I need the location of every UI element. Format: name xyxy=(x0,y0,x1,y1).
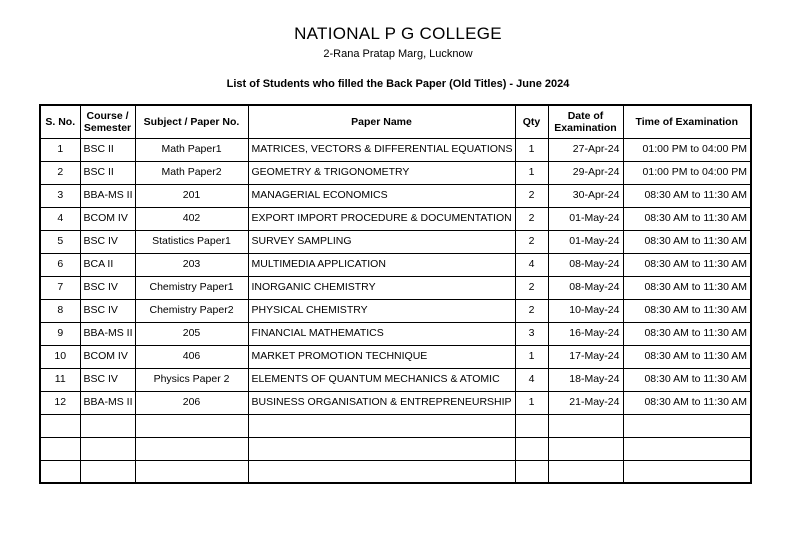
table-cell xyxy=(515,414,548,437)
table-cell: 1 xyxy=(515,138,548,161)
table-cell: 2 xyxy=(515,299,548,322)
table-cell: 4 xyxy=(515,368,548,391)
table-cell: BBA-MS II xyxy=(80,391,135,414)
table-cell: 08:30 AM to 11:30 AM xyxy=(623,368,751,391)
table-cell: 08:30 AM to 11:30 AM xyxy=(623,230,751,253)
table-cell: 1 xyxy=(40,138,80,161)
table-cell: 18-May-24 xyxy=(548,368,623,391)
table-row xyxy=(40,138,751,161)
table-cell: MARKET PROMOTION TECHNIQUE xyxy=(248,345,515,368)
table-row xyxy=(40,230,751,253)
table-cell xyxy=(40,414,80,437)
table-cell: INORGANIC CHEMISTRY xyxy=(248,276,515,299)
table-cell: Chemistry Paper2 xyxy=(135,299,248,322)
table-cell: 08:30 AM to 11:30 AM xyxy=(623,207,751,230)
table-row xyxy=(40,207,751,230)
table-cell: 206 xyxy=(135,391,248,414)
table-cell: 1 xyxy=(515,345,548,368)
table-cell: 402 xyxy=(135,207,248,230)
table-cell xyxy=(135,460,248,483)
table-cell xyxy=(248,460,515,483)
college-name: NATIONAL P G COLLEGE xyxy=(294,24,502,43)
table-cell: BBA-MS II xyxy=(80,184,135,207)
document-header xyxy=(0,24,796,60)
table-cell: 8 xyxy=(40,299,80,322)
table-cell: 3 xyxy=(40,184,80,207)
table-cell: 2 xyxy=(515,184,548,207)
table-cell xyxy=(515,437,548,460)
table-cell: 08:30 AM to 11:30 AM xyxy=(623,253,751,276)
table-body xyxy=(40,138,751,483)
table-cell xyxy=(248,437,515,460)
table-cell xyxy=(548,460,623,483)
table-cell: 01:00 PM to 04:00 PM xyxy=(623,138,751,161)
back-paper-table xyxy=(39,104,752,484)
table-cell: BCA II xyxy=(80,253,135,276)
table-header xyxy=(40,105,751,138)
header-date-of-examination: Date of Examination xyxy=(548,105,623,138)
college-address: 2-Rana Pratap Marg, Lucknow xyxy=(323,48,473,60)
header-qty: Qty xyxy=(515,105,548,138)
table-cell: 205 xyxy=(135,322,248,345)
table-row xyxy=(40,161,751,184)
header-sno: S. No. xyxy=(40,105,80,138)
table-cell: 21-May-24 xyxy=(548,391,623,414)
table-cell: BSC IV xyxy=(80,299,135,322)
table-cell xyxy=(135,414,248,437)
table-cell: 08-May-24 xyxy=(548,276,623,299)
header-row xyxy=(40,105,751,138)
table-cell: Physics Paper 2 xyxy=(135,368,248,391)
table-cell: MANAGERIAL ECONOMICS xyxy=(248,184,515,207)
table-cell: SURVEY SAMPLING xyxy=(248,230,515,253)
empty-table-row xyxy=(40,437,751,460)
table-cell: 12 xyxy=(40,391,80,414)
table-cell: BBA-MS II xyxy=(80,322,135,345)
table-cell: BSC II xyxy=(80,161,135,184)
table-cell: 08:30 AM to 11:30 AM xyxy=(623,391,751,414)
table-cell: BSC IV xyxy=(80,368,135,391)
table-cell: PHYSICAL CHEMISTRY xyxy=(248,299,515,322)
table-cell: 01:00 PM to 04:00 PM xyxy=(623,161,751,184)
table-cell xyxy=(80,460,135,483)
table-cell xyxy=(515,460,548,483)
table-cell: Chemistry Paper1 xyxy=(135,276,248,299)
table-cell: 5 xyxy=(40,230,80,253)
table-cell: EXPORT IMPORT PROCEDURE & DOCUMENTATION xyxy=(248,207,515,230)
table-cell: 2 xyxy=(515,230,548,253)
table-cell: Math Paper1 xyxy=(135,138,248,161)
table-cell: 1 xyxy=(515,391,548,414)
table-cell: 10-May-24 xyxy=(548,299,623,322)
list-title: List of Students who filled the Back Paper (Old Titles) - June 2024 xyxy=(226,78,570,90)
table-cell: 11 xyxy=(40,368,80,391)
table-cell: 08:30 AM to 11:30 AM xyxy=(623,276,751,299)
table-cell: 27-Apr-24 xyxy=(548,138,623,161)
table-cell: 201 xyxy=(135,184,248,207)
table-cell: 29-Apr-24 xyxy=(548,161,623,184)
table-cell xyxy=(623,414,751,437)
table-cell: 17-May-24 xyxy=(548,345,623,368)
table-cell: Statistics Paper1 xyxy=(135,230,248,253)
empty-table-row xyxy=(40,460,751,483)
table-cell xyxy=(623,437,751,460)
table-cell: 4 xyxy=(40,207,80,230)
table-cell: 406 xyxy=(135,345,248,368)
table-cell: MULTIMEDIA APPLICATION xyxy=(248,253,515,276)
table-cell: MATRICES, VECTORS & DIFFERENTIAL EQUATIONS xyxy=(248,138,515,161)
header-subject-paper-no: Subject / Paper No. xyxy=(135,105,248,138)
table-cell xyxy=(40,437,80,460)
table-row xyxy=(40,299,751,322)
table-cell xyxy=(248,414,515,437)
table-cell xyxy=(548,437,623,460)
table-row xyxy=(40,345,751,368)
table-cell: ELEMENTS OF QUANTUM MECHANICS & ATOMIC xyxy=(248,368,515,391)
table-cell xyxy=(80,414,135,437)
table-cell: 01-May-24 xyxy=(548,207,623,230)
header-course-semester: Course / Semester xyxy=(80,105,135,138)
table-row xyxy=(40,184,751,207)
table-cell: 08:30 AM to 11:30 AM xyxy=(623,299,751,322)
table-cell: 1 xyxy=(515,161,548,184)
table-cell: 203 xyxy=(135,253,248,276)
table-cell: GEOMETRY & TRIGONOMETRY xyxy=(248,161,515,184)
table-row xyxy=(40,322,751,345)
table-cell: 10 xyxy=(40,345,80,368)
table-cell: BSC IV xyxy=(80,276,135,299)
table-cell: 2 xyxy=(515,276,548,299)
table-cell: 08:30 AM to 11:30 AM xyxy=(623,322,751,345)
table-cell: 08-May-24 xyxy=(548,253,623,276)
table-cell: 01-May-24 xyxy=(548,230,623,253)
empty-table-row xyxy=(40,414,751,437)
table-cell xyxy=(80,437,135,460)
table-cell: 2 xyxy=(515,207,548,230)
table-cell: BUSINESS ORGANISATION & ENTREPRENEURSHIP xyxy=(248,391,515,414)
table-cell: BCOM IV xyxy=(80,345,135,368)
table-cell: 6 xyxy=(40,253,80,276)
table-cell xyxy=(135,437,248,460)
table-row xyxy=(40,391,751,414)
table-cell: Math Paper2 xyxy=(135,161,248,184)
table-cell: BCOM IV xyxy=(80,207,135,230)
table-cell: 16-May-24 xyxy=(548,322,623,345)
table-cell xyxy=(623,460,751,483)
table-row xyxy=(40,276,751,299)
table-cell: 30-Apr-24 xyxy=(548,184,623,207)
table-cell: 08:30 AM to 11:30 AM xyxy=(623,345,751,368)
table-cell: 3 xyxy=(515,322,548,345)
table-row xyxy=(40,368,751,391)
table-cell: BSC IV xyxy=(80,230,135,253)
table-cell: 4 xyxy=(515,253,548,276)
table-cell: 2 xyxy=(40,161,80,184)
header-paper-name: Paper Name xyxy=(248,105,515,138)
header-time-of-examination: Time of Examination xyxy=(623,105,751,138)
table-cell xyxy=(40,460,80,483)
table-cell: 08:30 AM to 11:30 AM xyxy=(623,184,751,207)
table-cell: FINANCIAL MATHEMATICS xyxy=(248,322,515,345)
table-cell: 9 xyxy=(40,322,80,345)
table-cell xyxy=(548,414,623,437)
table-cell: 7 xyxy=(40,276,80,299)
table-cell: BSC II xyxy=(80,138,135,161)
table-row xyxy=(40,253,751,276)
